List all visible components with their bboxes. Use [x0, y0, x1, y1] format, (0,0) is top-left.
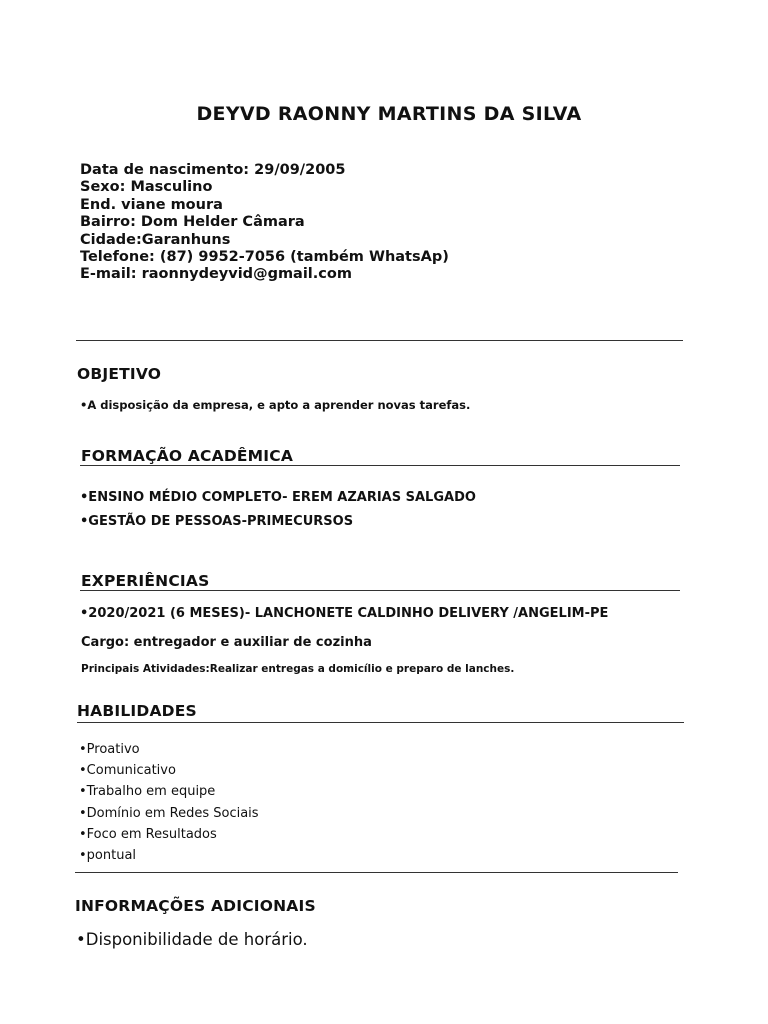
section-heading-objetivo: OBJETIVO — [77, 365, 162, 383]
resume-name: DEYVD RAONNY MARTINS DA SILVA — [196, 103, 582, 125]
habilidades-list — [79, 739, 259, 866]
section-heading-informacoes: INFORMAÇÕES ADICIONAIS — [75, 897, 316, 915]
experiencia-cargo: Cargo: entregador e auxiliar de cozinha — [81, 635, 372, 650]
divider — [80, 465, 680, 466]
list-item: •Foco em Resultados — [79, 826, 217, 842]
address: End. viane moura — [80, 196, 223, 213]
divider — [77, 722, 684, 723]
informacoes-text: •Disponibilidade de horário. — [76, 930, 308, 949]
divider — [80, 590, 680, 591]
birth-date: Data de nascimento: 29/09/2005 — [80, 162, 346, 178]
experiencia-atividades: Principais Atividades:Realizar entregas a domicílio e preparo de lanches. — [81, 663, 515, 675]
section-heading-habilidades: HABILIDADES — [77, 702, 197, 720]
list-item: •Domínio em Redes Sociais — [79, 805, 259, 821]
divider — [75, 872, 678, 873]
formacao-item: •ENSINO MÉDIO COMPLETO- EREM AZARIAS SALGADO — [80, 490, 476, 505]
email: E-mail: raonnydeyvid@gmail.com — [80, 266, 352, 283]
experiencia-job: •2020/2021 (6 MESES)- LANCHONETE CALDINHO DELIVERY /ANGELIM-PE — [80, 606, 609, 621]
divider — [76, 340, 683, 341]
sex: Sexo: Masculino — [80, 179, 213, 196]
city: Cidade:Garanhuns — [80, 231, 231, 248]
personal-info — [80, 162, 449, 284]
objetivo-text: •A disposição da empresa, e apto a aprender novas tarefas. — [80, 398, 471, 412]
list-item: •Comunicativo — [79, 763, 176, 779]
neighborhood: Bairro: Dom Helder Câmara — [80, 214, 305, 231]
list-item: •Proativo — [79, 742, 140, 757]
section-heading-experiencias: EXPERIÊNCIAS — [81, 572, 210, 590]
list-item: •pontual — [79, 848, 137, 864]
section-heading-formacao: FORMAÇÃO ACADÊMICA — [81, 447, 294, 465]
formacao-item: •GESTÃO DE PESSOAS-PRIMECURSOS — [80, 514, 354, 529]
phone: Telefone: (87) 9952-7056 (também WhatsAp) — [80, 249, 449, 266]
list-item: •Trabalho em equipe — [79, 784, 216, 800]
